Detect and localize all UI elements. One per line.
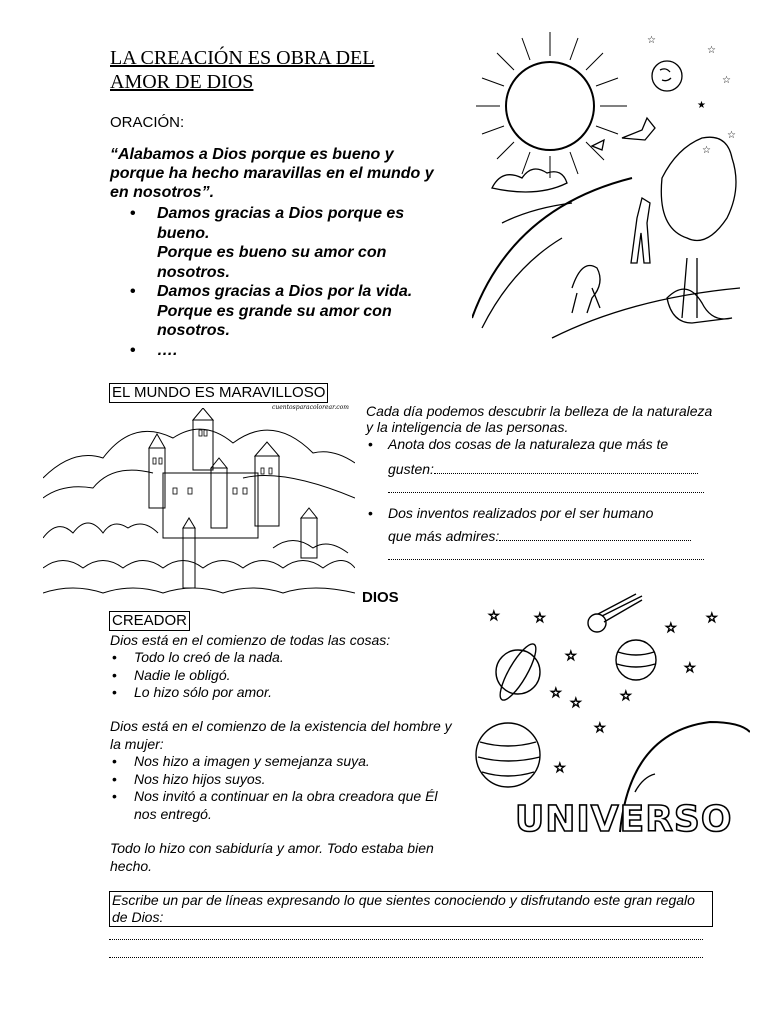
- svg-text:☆: ☆: [488, 609, 500, 624]
- mundo-tasks: [366, 436, 706, 564]
- svg-text:☆: ☆: [647, 35, 656, 46]
- svg-text:☆: ☆: [550, 686, 562, 701]
- list-item: • Todo lo creó de la nada.: [110, 649, 455, 667]
- svg-text:☆: ☆: [722, 75, 731, 86]
- svg-text:☆: ☆: [706, 611, 718, 626]
- section-heading-creador: CREADOR: [109, 611, 190, 631]
- svg-text:☆: ☆: [684, 661, 696, 676]
- answer-line[interactable]: [499, 540, 691, 541]
- title-line-2: AMOR DE DIOS: [110, 71, 254, 93]
- dios-paragraph-1: Dios está en el comienzo de todas las cosas:: [110, 632, 391, 648]
- task-item: • Anota dos cosas de la naturaleza que más te gusten:: [366, 436, 706, 497]
- prayer-list: [130, 204, 430, 360]
- watermark: cuentosparacolorear.com: [272, 404, 349, 411]
- dios-list-1: [110, 649, 455, 702]
- prayer-item: • ….: [130, 341, 430, 361]
- list-item: • Nos hizo hijos suyos.: [110, 771, 455, 789]
- dios-list-2: [110, 753, 455, 823]
- mundo-intro: Cada día podemos descubrir la belleza de la naturaleza y la inteligencia de las personas.: [366, 403, 713, 435]
- title-line-1: LA CREACIÓN ES OBRA DEL: [110, 47, 375, 69]
- svg-text:☆: ☆: [594, 721, 606, 736]
- writing-line-2[interactable]: [109, 957, 703, 958]
- svg-text:☆: ☆: [554, 761, 566, 776]
- list-item: • Nos invitó a continuar en la obra creadora que Él nos entregó.: [110, 788, 454, 823]
- svg-text:☆: ☆: [534, 611, 546, 626]
- section-heading-dios: DIOS: [362, 589, 399, 606]
- prayer-item: • Damos gracias a Dios por la vida. Porque es grande su amor con nosotros.: [130, 282, 430, 341]
- dios-paragraph-2: Dios está en el comienzo de la existencia del hombre y la mujer:: [110, 718, 452, 752]
- list-item: • Lo hizo sólo por amor.: [110, 684, 455, 702]
- section-heading-mundo: EL MUNDO ES MARAVILLOSO: [109, 383, 328, 403]
- svg-text:★: ★: [697, 100, 706, 111]
- prayer-item: • Damos gracias a Dios porque es bueno. Porque es bueno su amor con nosotros.: [130, 204, 430, 282]
- writing-prompt: Escribe un par de líneas expresando lo que sientes conociendo y disfrutando este gran regalo de Dios:: [109, 891, 713, 927]
- task-item: • Dos inventos realizados por el ser humano que más admires:: [366, 505, 706, 564]
- prayer-text: “Alabamos a Dios porque es bueno y porque ha hecho maravillas en el mundo y en nosotros”.: [110, 146, 434, 201]
- answer-line[interactable]: [388, 480, 704, 493]
- castle-illustration: [43, 408, 355, 608]
- universo-label: UNIVERSO: [515, 799, 733, 840]
- oracion-label: ORACIÓN:: [110, 114, 185, 131]
- list-item: • Nadie le obligó.: [110, 667, 455, 685]
- svg-text:☆: ☆: [665, 621, 677, 636]
- creation-illustration: [472, 28, 740, 346]
- svg-text:☆: ☆: [702, 145, 711, 156]
- answer-line[interactable]: [434, 473, 698, 474]
- svg-text:☆: ☆: [620, 689, 632, 704]
- dios-paragraph-3: Todo lo hizo con sabiduría y amor. Todo estaba bien hecho.: [110, 840, 434, 874]
- svg-text:☆: ☆: [570, 696, 582, 711]
- writing-line-1[interactable]: [109, 939, 703, 940]
- svg-text:☆: ☆: [707, 45, 716, 56]
- svg-text:☆: ☆: [565, 649, 577, 664]
- page-title: [110, 46, 450, 94]
- answer-line[interactable]: [388, 547, 704, 560]
- list-item: • Nos hizo a imagen y semejanza suya.: [110, 753, 455, 771]
- svg-text:☆: ☆: [727, 130, 736, 141]
